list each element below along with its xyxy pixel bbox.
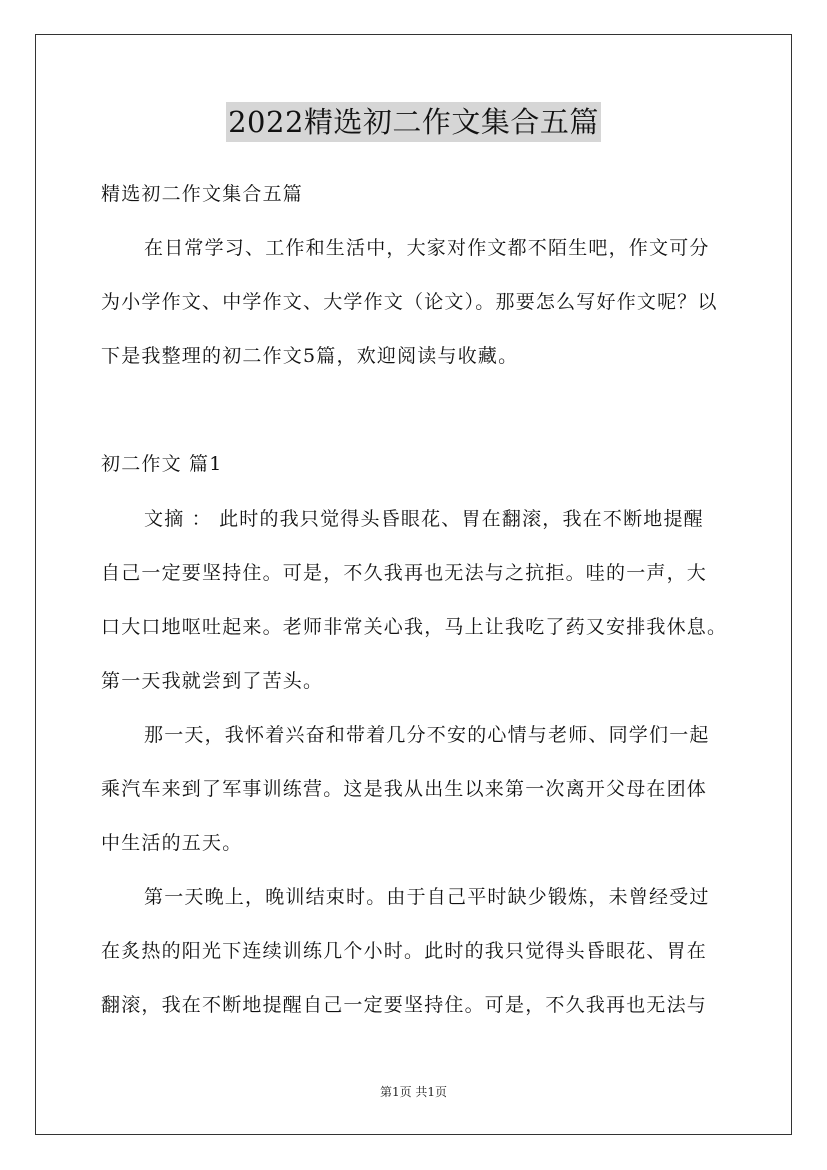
- document-subtitle: 精选初二作文集合五篇: [101, 183, 304, 205]
- abstract-line-4: 第一天我就尝到了苦头。: [101, 670, 324, 692]
- section-heading: 初二作文 篇1: [101, 453, 223, 475]
- paragraph2-line-1: 第一天晚上，晚训结束时。由于自己平时缺少锻炼，未曾经受过: [144, 886, 710, 908]
- document-title: 2022精选初二作文集合五篇: [226, 102, 601, 142]
- paragraph2-line-2: 在炙热的阳光下连续训练几个小时。此时的我只觉得头昏眼花、胃在: [101, 940, 708, 962]
- intro-line-3: 下是我整理的初二作文5篇，欢迎阅读与收藏。: [101, 345, 519, 367]
- paragraph1-line-2: 乘汽车来到了军事训练营。这是我从出生以来第一次离开父母在团体: [101, 778, 708, 800]
- abstract-line-2: 自己一定要坚持住。可是，不久我再也无法与之抗拒。哇的一声，大: [101, 562, 708, 584]
- intro-line-2: 为小学作文、中学作文、大学作文（论文）。那要怎么写好作文呢？以: [101, 291, 718, 313]
- title-container: [0, 102, 827, 142]
- intro-line-1: 在日常学习、工作和生活中，大家对作文都不陌生吧，作文可分: [144, 237, 710, 259]
- paragraph2-line-3: 翻滚，我在不断地提醒自己一定要坚持住。可是，不久我再也无法与: [101, 994, 708, 1016]
- paragraph1-line-1: 那一天，我怀着兴奋和带着几分不安的心情与老师、同学们一起: [144, 724, 710, 746]
- page-footer: 第1页 共1页: [379, 1085, 448, 1099]
- paragraph1-line-3: 中生活的五天。: [101, 832, 243, 854]
- abstract-line-3: 口大口地呕吐起来。老师非常关心我，马上让我吃了药又安排我休息。: [101, 616, 728, 638]
- abstract-line-1: 文摘 ： 此时的我只觉得头昏眼花、胃在翻滚，我在不断地提醒: [144, 508, 704, 530]
